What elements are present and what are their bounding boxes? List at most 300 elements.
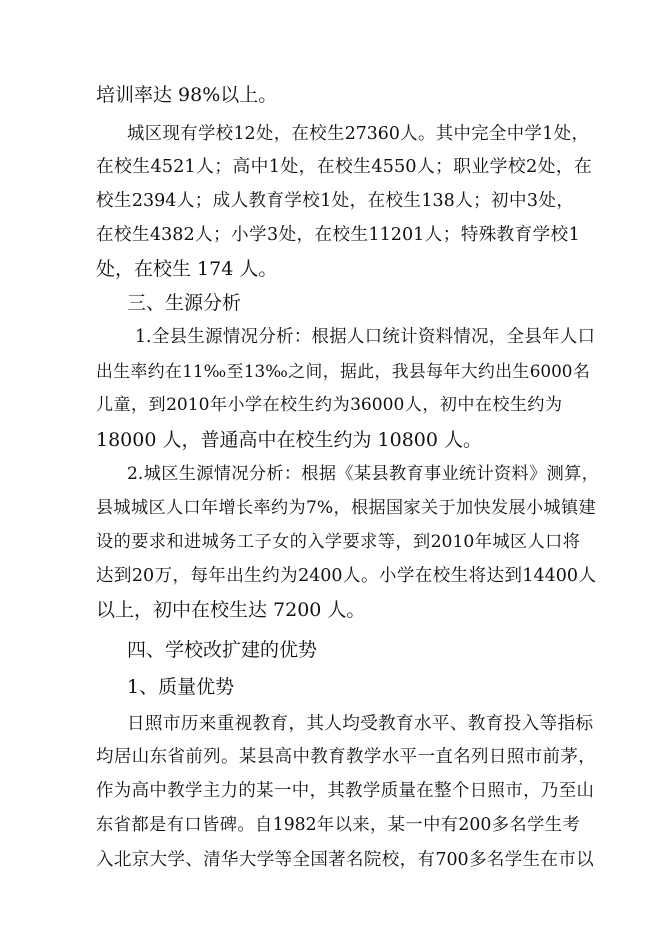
glyph: 高: [232, 157, 251, 177]
glyph: 直: [435, 747, 453, 767]
glyph: 山: [576, 781, 594, 801]
glyph: 全: [292, 850, 310, 870]
glyph: 皆: [202, 815, 220, 835]
glyph: 人: [196, 157, 214, 177]
text-line: [96, 155, 592, 179]
text-line: [127, 122, 589, 146]
glyph: 人: [176, 191, 195, 211]
glyph: 要: [131, 532, 149, 552]
glyph: 校: [114, 157, 132, 177]
glyph: 城: [543, 498, 561, 518]
glyph: 校: [302, 191, 320, 211]
glyph: 人: [343, 566, 361, 586]
glyph: 1.: [135, 327, 152, 347]
glyph: ，: [578, 747, 596, 767]
glyph: 以: [334, 815, 352, 835]
glyph: 学: [284, 191, 302, 211]
glyph: 、: [449, 714, 468, 734]
glyph: 水: [414, 714, 432, 734]
glyph: 县: [371, 464, 389, 484]
glyph: 间: [305, 361, 323, 381]
glyph: ，: [523, 781, 541, 801]
glyph: 2394: [131, 191, 177, 211]
glyph: 人: [404, 395, 422, 415]
glyph: 东: [96, 815, 114, 835]
glyph: 投: [503, 714, 522, 734]
glyph: ，: [422, 395, 440, 415]
glyph: 在: [474, 395, 492, 415]
glyph: 多: [469, 850, 487, 870]
glyph: 入: [521, 714, 540, 734]
glyph: 。: [360, 566, 379, 586]
glyph: 口: [577, 327, 595, 347]
glyph: 镇: [561, 498, 579, 518]
glyph: 中: [149, 781, 167, 801]
glyph: 出: [96, 361, 113, 381]
glyph: 人: [230, 191, 249, 211]
glyph: 年: [208, 566, 226, 586]
glyph: 据: [329, 327, 347, 347]
glyph: 质: [380, 781, 399, 801]
glyph: 来: [198, 714, 217, 734]
glyph: 日: [469, 781, 488, 801]
glyph: 日: [488, 747, 507, 767]
glyph: 大: [149, 850, 168, 870]
glyph: 至: [226, 361, 244, 381]
glyph: 等: [274, 850, 293, 870]
text-line: [96, 359, 590, 383]
glyph: 均: [96, 747, 114, 767]
glyph: 为: [288, 498, 306, 518]
glyph: 的: [289, 532, 307, 552]
glyph: 学: [532, 225, 551, 245]
glyph: 北: [113, 850, 132, 870]
glyph: 人: [400, 124, 418, 144]
glyph: 生: [187, 327, 205, 347]
glyph: 教: [388, 464, 407, 484]
glyph: 生: [450, 566, 469, 586]
glyph: 4382: [149, 225, 195, 245]
glyph: 历: [180, 714, 199, 734]
glyph: 院: [363, 850, 382, 870]
glyph: 达: [96, 566, 114, 586]
glyph: 区: [161, 464, 179, 484]
glyph: 2010: [166, 395, 210, 415]
glyph: 省: [167, 747, 185, 767]
glyph: 中: [250, 157, 269, 177]
glyph: 省: [113, 815, 131, 835]
glyph: 城: [492, 532, 510, 552]
glyph: 处: [255, 124, 274, 144]
text-line: [96, 813, 580, 837]
glyph: 此: [357, 361, 375, 381]
glyph: 市: [524, 747, 543, 767]
glyph: 平: [431, 714, 450, 734]
glyph: 市: [162, 714, 181, 734]
glyph: 口: [183, 498, 201, 518]
glyph: 6000: [529, 361, 573, 381]
glyph: 在: [96, 225, 114, 245]
glyph: 其: [435, 124, 454, 144]
glyph: 校: [550, 225, 569, 245]
glyph: 长: [236, 498, 254, 518]
glyph: 的: [113, 532, 131, 552]
glyph: 口: [545, 532, 563, 552]
glyph: 。: [221, 747, 239, 767]
glyph: 小: [227, 395, 245, 415]
glyph: 将: [468, 566, 487, 586]
glyph: 万: [154, 566, 173, 586]
glyph: 在: [414, 566, 433, 586]
glyph: 每: [190, 566, 208, 586]
glyph: 根: [311, 327, 329, 347]
glyph: 学: [198, 124, 216, 144]
glyph: 教: [310, 747, 328, 767]
glyph: 情: [213, 464, 231, 484]
glyph: 展: [508, 498, 526, 518]
glyph: 约: [478, 361, 495, 381]
glyph: 育: [328, 747, 346, 767]
glyph: ，: [131, 395, 149, 415]
glyph: ，: [399, 850, 418, 870]
glyph: 务: [219, 532, 237, 552]
glyph: 名: [346, 850, 364, 870]
glyph: 校: [215, 124, 234, 144]
glyph: 析: [266, 464, 284, 484]
glyph: 计: [400, 327, 418, 347]
glyph: 人: [195, 225, 213, 245]
glyph: 整: [434, 781, 452, 801]
glyph: 200: [458, 815, 492, 835]
glyph: 生: [509, 395, 527, 415]
glyph: ，: [333, 498, 351, 518]
glyph: 生: [544, 815, 563, 835]
glyph: 要: [342, 532, 360, 552]
glyph: 为: [113, 781, 132, 801]
glyph: 分: [258, 327, 276, 347]
glyph: 育: [270, 714, 289, 734]
glyph: 一: [273, 781, 292, 801]
glyph: 年: [474, 532, 492, 552]
glyph: 均: [342, 714, 360, 734]
text-line: [96, 189, 574, 213]
glyph: 学: [396, 566, 415, 586]
glyph: 4521: [150, 157, 196, 177]
glyph: 口: [184, 815, 202, 835]
glyph: 高: [131, 781, 149, 801]
glyph: ，: [296, 225, 315, 245]
glyph: ：: [283, 464, 301, 484]
glyph: ，: [555, 157, 574, 177]
glyph: 人: [578, 566, 596, 586]
glyph: 于: [438, 498, 456, 518]
glyph: 校: [335, 157, 353, 177]
glyph: 城: [131, 498, 149, 518]
glyph: 有: [417, 850, 435, 870]
glyph: 20: [131, 566, 155, 586]
glyph: 2.: [127, 464, 144, 484]
glyph: 自: [255, 815, 273, 835]
glyph: 个: [451, 781, 470, 801]
glyph: 14400: [522, 566, 578, 586]
glyph: 源: [196, 464, 214, 484]
glyph: 11201: [368, 225, 425, 245]
glyph: 人: [559, 327, 578, 347]
glyph: 生: [326, 124, 345, 144]
glyph: 特: [460, 225, 479, 245]
glyph: 现: [162, 124, 180, 144]
text-line: [96, 393, 562, 417]
glyph: 料: [435, 327, 454, 347]
glyph: 2: [525, 157, 538, 177]
glyph: 年: [542, 327, 560, 347]
glyph: ；: [213, 225, 231, 245]
glyph: 生: [178, 464, 196, 484]
section-heading: 三、生源分析: [127, 292, 242, 314]
glyph: 27360: [344, 124, 400, 144]
glyph: 据: [318, 464, 337, 484]
glyph: 力: [220, 781, 238, 801]
glyph: 在: [165, 361, 182, 381]
glyph: 校: [385, 191, 404, 211]
glyph: 居: [113, 747, 132, 767]
glyph: 至: [558, 781, 577, 801]
glyph: 初: [439, 395, 457, 415]
glyph: 到: [113, 566, 132, 586]
glyph: 1: [542, 124, 554, 144]
glyph: ，: [556, 191, 574, 211]
text-line: 处，在校生 174 人。: [96, 258, 278, 280]
glyph: 在: [574, 157, 592, 177]
glyph: 据: [368, 498, 386, 518]
glyph: ；: [442, 225, 461, 245]
glyph: 在: [416, 781, 434, 801]
glyph: 县: [409, 361, 426, 381]
glyph: 教: [252, 714, 271, 734]
glyph: 城: [127, 124, 145, 144]
glyph: ，: [172, 566, 190, 586]
text-line: 以上，初中在校生达 7200 人。: [96, 599, 366, 621]
glyph: ；: [473, 191, 491, 211]
glyph: 名: [572, 361, 590, 381]
glyph: 加: [456, 498, 474, 518]
glyph: 到: [504, 566, 522, 586]
glyph: 情: [453, 327, 471, 347]
glyph: 人: [527, 532, 545, 552]
glyph: 华: [221, 850, 239, 870]
glyph: 求: [360, 532, 378, 552]
glyph: 生: [132, 157, 151, 177]
glyph: 校: [96, 191, 114, 211]
glyph: 列: [471, 747, 489, 767]
text-line: [96, 745, 596, 769]
glyph: 中: [292, 747, 310, 767]
glyph: 之: [288, 361, 306, 381]
glyph: 家: [403, 498, 421, 518]
glyph: 指: [557, 714, 576, 734]
glyph: 2010: [430, 532, 475, 552]
glyph: 料: [511, 464, 529, 484]
glyph: 3: [526, 191, 539, 211]
glyph: 作: [96, 781, 114, 801]
glyph: 》: [529, 464, 547, 484]
glyph: 受: [360, 714, 378, 734]
glyph: 12: [233, 124, 256, 144]
glyph: 市: [558, 850, 576, 870]
glyph: 在: [291, 124, 309, 144]
glyph: 11‰: [182, 361, 227, 381]
glyph: 平: [399, 747, 418, 767]
glyph: 年: [209, 395, 228, 415]
glyph: 重: [216, 714, 235, 734]
glyph: 生: [512, 361, 530, 381]
glyph: 生: [113, 191, 132, 211]
glyph: 教: [378, 714, 396, 734]
glyph: ，: [571, 124, 589, 144]
glyph: 教: [345, 781, 363, 801]
glyph: 区: [144, 124, 163, 144]
glyph: 中: [506, 124, 525, 144]
glyph: 为: [280, 566, 298, 586]
glyph: 快: [473, 498, 491, 518]
glyph: 县: [96, 498, 114, 518]
text-line: [127, 712, 593, 736]
glyph: 城: [143, 464, 161, 484]
glyph: 某: [353, 464, 372, 484]
glyph: 在: [367, 191, 386, 211]
glyph: 情: [222, 327, 241, 347]
glyph: 到: [412, 532, 431, 552]
glyph: 工: [236, 532, 255, 552]
glyph: 童: [113, 395, 131, 415]
glyph: 13‰: [243, 361, 288, 381]
glyph: 年: [443, 361, 461, 381]
glyph: 等: [377, 532, 395, 552]
glyph: 发: [491, 498, 509, 518]
glyph: 前: [185, 747, 203, 767]
glyph: 生: [403, 191, 421, 211]
glyph: ，: [374, 361, 392, 381]
glyph: 况: [240, 327, 258, 347]
glyph: 根: [301, 464, 319, 484]
glyph: 全: [151, 327, 170, 347]
glyph: 测: [546, 464, 564, 484]
glyph: 名: [453, 747, 471, 767]
glyph: 校: [309, 124, 327, 144]
glyph: 出: [226, 566, 244, 586]
glyph: 在: [316, 157, 335, 177]
glyph: ，: [298, 157, 317, 177]
glyph: 生: [350, 225, 369, 245]
glyph: 统: [382, 327, 400, 347]
glyph: 人: [416, 157, 435, 177]
glyph: 某: [238, 747, 257, 767]
glyph: 初: [491, 191, 509, 211]
glyph: 我: [391, 361, 409, 381]
glyph: 处: [331, 191, 350, 211]
glyph: 名: [509, 815, 527, 835]
glyph: 有: [166, 815, 184, 835]
glyph: 138: [421, 191, 455, 211]
text-line: [96, 848, 594, 872]
glyph: ，: [395, 532, 413, 552]
glyph: 学: [363, 747, 382, 767]
glyph: 7%: [306, 498, 334, 518]
glyph: 视: [234, 714, 253, 734]
glyph: 1: [268, 157, 281, 177]
glyph: 增: [218, 498, 236, 518]
glyph: 生: [131, 225, 150, 245]
glyph: 达: [486, 566, 504, 586]
glyph: 教: [467, 714, 486, 734]
glyph: 业: [471, 157, 490, 177]
glyph: 入: [96, 850, 114, 870]
glyph: 约: [262, 566, 280, 586]
glyph: 量: [398, 781, 416, 801]
glyph: ，: [581, 464, 599, 484]
glyph: ；: [435, 157, 453, 177]
glyph: 率: [130, 361, 148, 381]
glyph: 1982: [272, 815, 317, 835]
glyph: ，: [488, 327, 507, 347]
glyph: 市: [505, 781, 523, 801]
glyph: 关: [421, 498, 439, 518]
glyph: 区: [509, 532, 528, 552]
glyph: ：: [293, 327, 312, 347]
glyph: 日: [127, 714, 145, 734]
glyph: 况: [231, 464, 249, 484]
glyph: 约: [147, 361, 165, 381]
glyph: 出: [495, 361, 513, 381]
glyph: 多: [491, 815, 510, 835]
glyph: 建: [578, 498, 596, 518]
section-heading: 四、学校改扩建的优势: [127, 639, 318, 661]
glyph: 36000: [350, 395, 405, 415]
glyph: 人: [324, 714, 342, 734]
glyph: 成: [212, 191, 231, 211]
glyph: 京: [131, 850, 150, 870]
glyph: 根: [351, 498, 369, 518]
glyph: 前: [542, 747, 560, 767]
subsection-heading: 1、质量优势: [127, 676, 235, 698]
glyph: 城: [113, 498, 131, 518]
glyph: 。: [237, 815, 255, 835]
glyph: 全: [489, 124, 507, 144]
glyph: 乃: [540, 781, 559, 801]
glyph: 中: [423, 815, 441, 835]
glyph: 析: [276, 327, 294, 347]
glyph: 是: [149, 815, 167, 835]
glyph: 约: [315, 395, 333, 415]
text-line: [96, 530, 580, 554]
glyph: 处: [537, 157, 556, 177]
glyph: 到: [148, 395, 166, 415]
text-line: [135, 325, 595, 349]
glyph: 国: [310, 850, 328, 870]
glyph: 教: [346, 747, 364, 767]
glyph: 入: [307, 532, 325, 552]
glyph: 国: [386, 498, 404, 518]
glyph: 4550: [371, 157, 417, 177]
glyph: 教: [248, 191, 266, 211]
glyph: 在: [96, 157, 114, 177]
glyph: 生: [244, 566, 262, 586]
glyph: 考: [562, 815, 580, 835]
glyph: 。: [418, 124, 436, 144]
glyph: 进: [184, 532, 202, 552]
glyph: 学: [524, 124, 542, 144]
glyph: 学: [244, 395, 263, 415]
